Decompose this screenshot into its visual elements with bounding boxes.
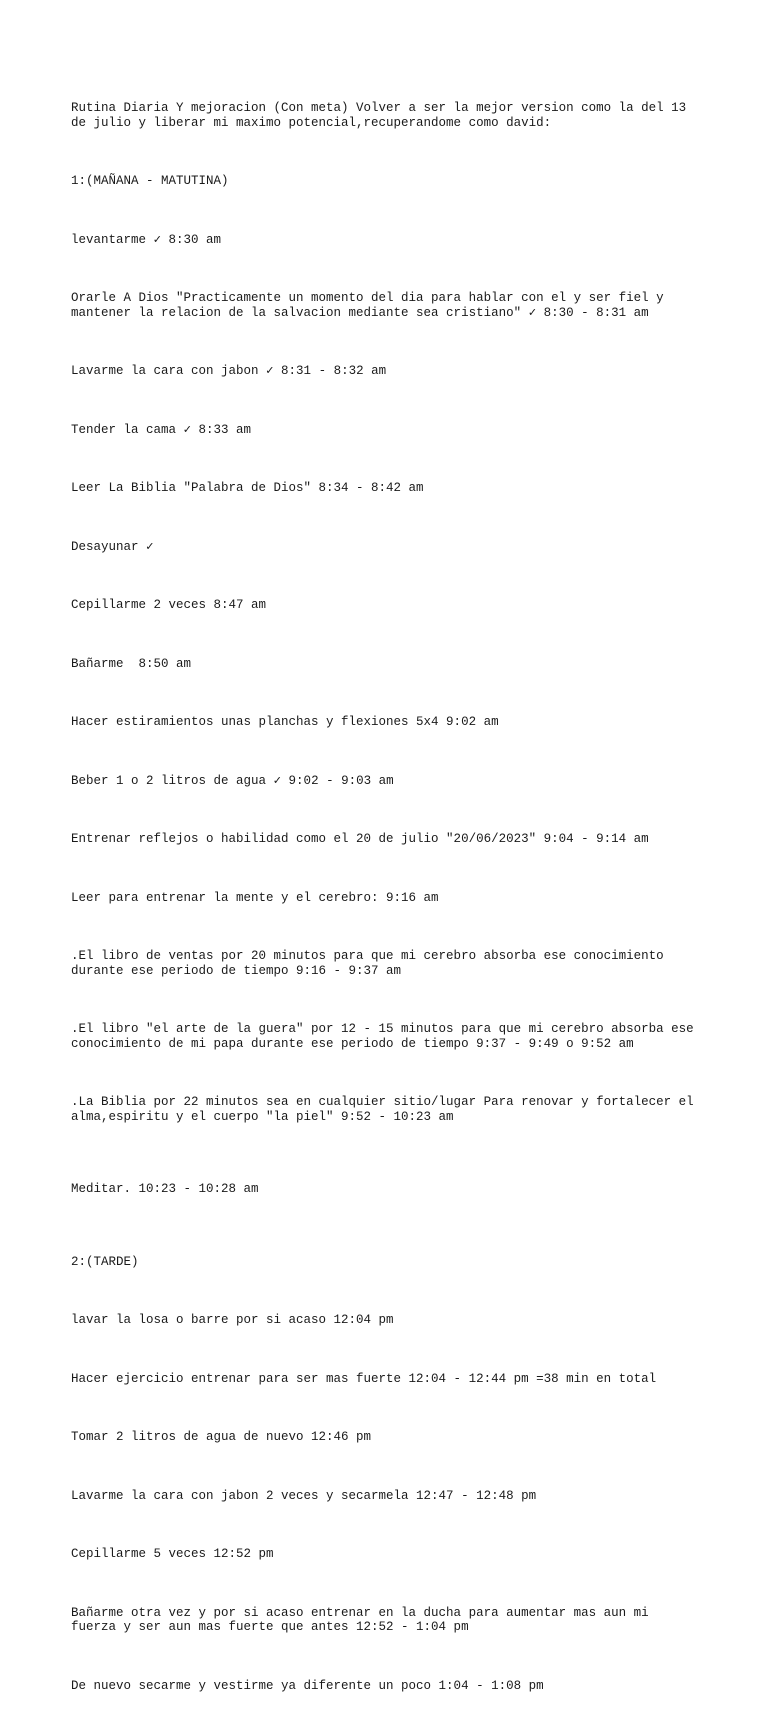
routine-item: Leer para entrenar la mente y el cerebro: 9:16 am (71, 890, 439, 905)
document-page (71, 72, 711, 1723)
routine-item: Bañarme 8:50 am (71, 656, 192, 671)
routine-item: Hacer estiramientos unas planchas y flexiones 5x4 9:02 am (71, 715, 499, 729)
routine-item: Lavarme la cara con jabon ✓ 8:31 - 8:32 am (71, 364, 387, 378)
routine-subitem: .La Biblia por 22 minutos sea en cualquier sitio/lugar Para renovar y fortalecer el alma,espiritu y el cuerpo "la piel" 9:52 - 10:23 am (71, 1095, 694, 1124)
section-heading-morning: 1:(MAÑANA - MATUTINA) (71, 174, 229, 188)
routine-item: Orarle A Dios "Practicamente un momento del dia para hablar con el y ser fiel y mantener la relacion de la salvacion mediante sea cristiano" ✓ 8:30 - 8:31 am (71, 291, 664, 320)
routine-item: Meditar. 10:23 - 10:28 am (71, 1182, 259, 1196)
routine-item: Leer La Biblia "Palabra de Dios" 8:34 - 8:42 am (71, 481, 424, 495)
routine-subitem: .El libro "el arte de la guera" por 12 - 15 minutos para que mi cerebro absorba ese conocimiento de mi papa durante ese periodo de tiempo 9:37 - 9:49 o 9:52 am (71, 1022, 694, 1051)
routine-item: Tomar 2 litros de agua de nuevo 12:46 pm (71, 1430, 372, 1444)
routine-item: Bañarme otra vez y por si acaso entrenar en la ducha para aumentar mas aun mi fuerza y ser aun mas fuerte que antes 12:52 - 1:04 pm (71, 1605, 649, 1634)
routine-item: Lavarme la cara con jabon 2 veces y secarmela 12:47 - 12:48 pm (71, 1488, 537, 1503)
routine-item: Beber 1 o 2 litros de agua ✓ 9:02 - 9:03 am (71, 773, 394, 788)
routine-item: Tender la cama ✓ 8:33 am (71, 422, 252, 437)
routine-item: De nuevo secarme y vestirme ya diferente un poco 1:04 - 1:08 pm (71, 1678, 544, 1693)
section-heading-afternoon: 2:(TARDE) (71, 1254, 139, 1269)
routine-item: lavar la losa o barre por si acaso 12:04 pm (71, 1313, 394, 1327)
routine-item: Entrenar reflejos o habilidad como el 20 de julio "20/06/2023" 9:04 - 9:14 am (71, 832, 649, 846)
routine-item: Desayunar ✓ (71, 539, 154, 554)
routine-subitem: .El libro de ventas por 20 minutos para que mi cerebro absorba ese conocimiento durante ese periodo de tiempo 9:16 - 9:37 am (71, 949, 664, 978)
routine-item: levantarme ✓ 8:30 am (71, 232, 222, 247)
routine-item: Cepillarme 5 veces 12:52 pm (71, 1547, 274, 1561)
routine-item: Cepillarme 2 veces 8:47 am (71, 598, 267, 612)
document-title: Rutina Diaria Y mejoracion (Con meta) Volver a ser la mejor version como la del 13 de julio y liberar mi maximo potencial,recuperandome como david: (71, 101, 687, 130)
routine-item: Hacer ejercicio entrenar para ser mas fuerte 12:04 - 12:44 pm =38 min en total (71, 1371, 657, 1386)
